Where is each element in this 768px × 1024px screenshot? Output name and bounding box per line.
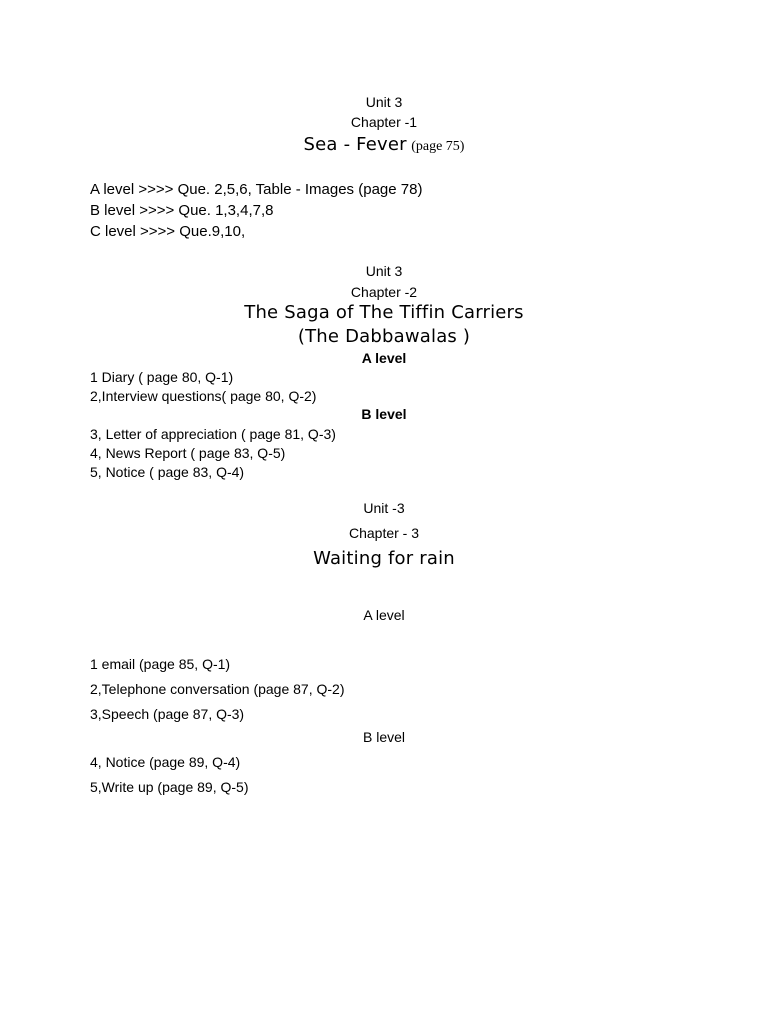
s2-b-item-2: 4, News Report ( page 83, Q-5) <box>90 445 286 461</box>
s3-a-item-2: 2,Telephone conversation (page 87, Q-2) <box>90 681 345 697</box>
s2-title-line2: (The Dabbawalas ) <box>297 326 471 347</box>
s1-title: Sea - Fever <box>303 134 407 155</box>
s2-chapter: Chapter -2 <box>350 284 418 300</box>
s1-title-line <box>0 134 768 155</box>
s3-unit: Unit -3 <box>363 500 405 516</box>
s1-unit: Unit 3 <box>365 94 403 110</box>
s2-unit: Unit 3 <box>365 263 403 279</box>
s1-line-a: A level >>>> Que. 2,5,6, Table - Images (page 78) <box>90 181 423 198</box>
s1-line-c: C level >>>> Que.9,10, <box>90 223 246 240</box>
s1-line-b: B level >>>> Que. 1,3,4,7,8 <box>90 202 274 219</box>
s3-b-item-1: 4, Notice (page 89, Q-4) <box>90 754 241 770</box>
s1-page-note: (page 75) <box>411 139 465 154</box>
s3-b-level-heading: B level <box>362 729 406 745</box>
s3-b-item-2: 5,Write up (page 89, Q-5) <box>90 779 249 795</box>
s3-a-item-1: 1 email (page 85, Q-1) <box>90 656 231 672</box>
s2-a-item-2: 2,Interview questions( page 80, Q-2) <box>90 388 317 404</box>
s3-a-level-heading: A level <box>363 607 405 623</box>
s1-chapter: Chapter -1 <box>350 114 418 130</box>
s3-title: Waiting for rain <box>313 548 455 569</box>
s2-a-item-1: 1 Diary ( page 80, Q-1) <box>90 369 234 385</box>
s2-a-level-heading: A level <box>361 350 407 366</box>
s2-b-level-heading: B level <box>361 406 407 422</box>
s2-title-line1: The Saga of The Tiffin Carriers <box>244 302 524 323</box>
s2-b-item-3: 5, Notice ( page 83, Q-4) <box>90 464 245 480</box>
s2-b-item-1: 3, Letter of appreciation ( page 81, Q-3) <box>90 426 336 442</box>
s3-a-item-3: 3,Speech (page 87, Q-3) <box>90 706 245 722</box>
s3-chapter: Chapter - 3 <box>348 525 420 541</box>
